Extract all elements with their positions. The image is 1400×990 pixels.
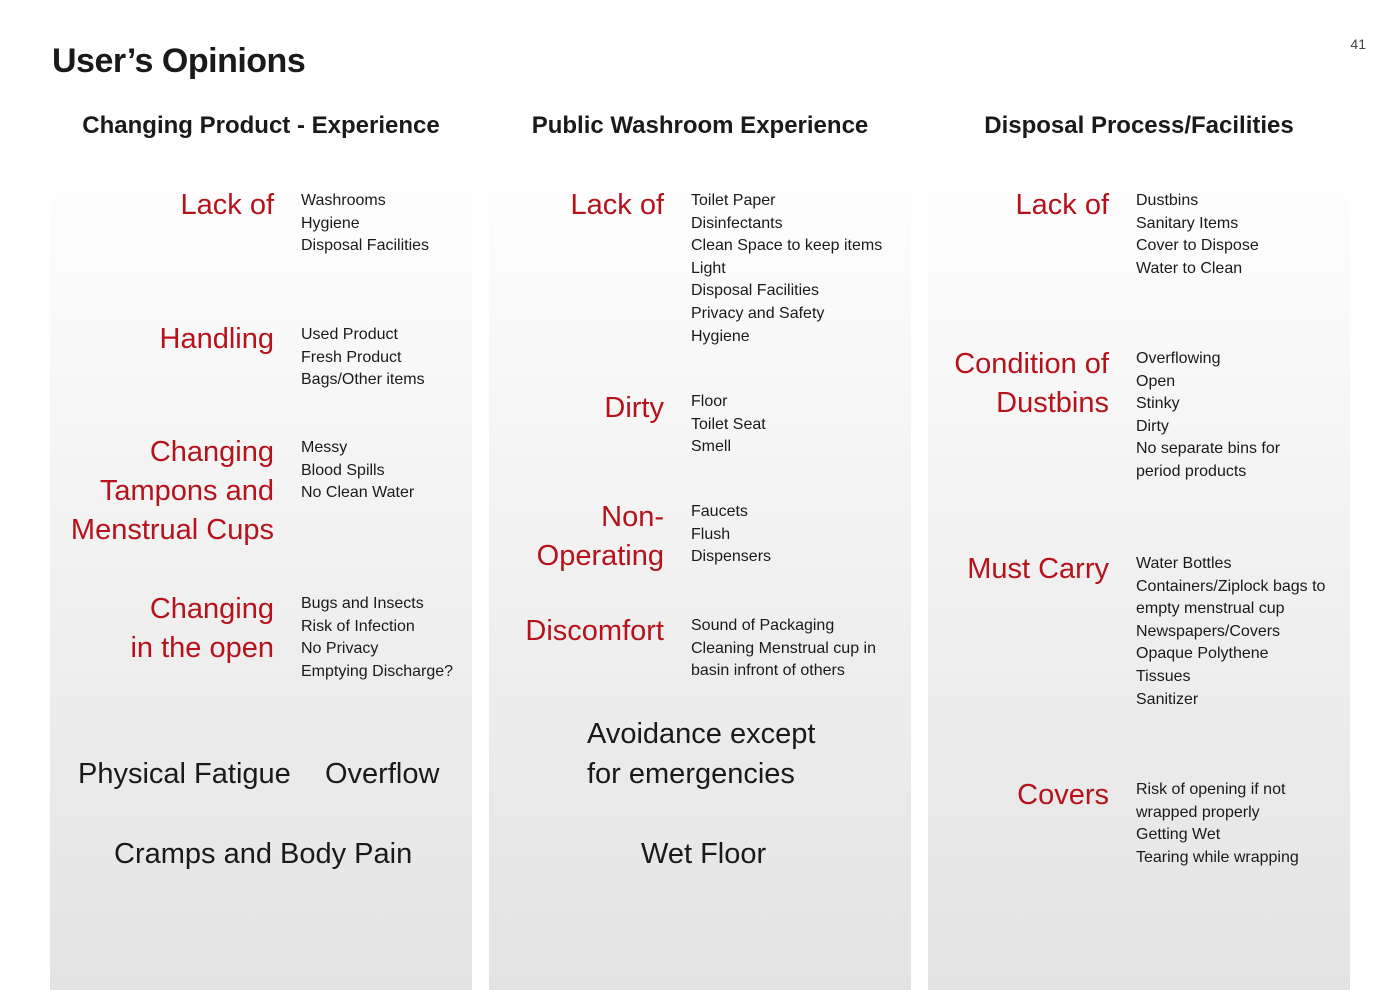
list-item: Blood Spills	[301, 461, 385, 479]
group-label: Covers	[1017, 779, 1109, 811]
list-item: No separate bins for	[1136, 440, 1281, 458]
list-item: Flush	[691, 525, 731, 543]
list-item: Containers/Ziplock bags to	[1136, 577, 1326, 595]
list-item: Emptying Discharge?	[301, 662, 454, 680]
list-item: Faucets	[691, 503, 748, 520]
list-item: Cleaning Menstrual cup in	[691, 639, 876, 657]
column-heading: Changing Product - Experience	[82, 112, 440, 139]
list-item: No Privacy	[301, 640, 379, 658]
list-item: Disposal Facilities	[691, 282, 820, 300]
list-item: Open	[1136, 372, 1176, 390]
list-item: Overflowing	[1136, 350, 1221, 367]
column-public-washroom	[489, 0, 911, 990]
list-item: Tissues	[1136, 667, 1191, 685]
list-item: Dispensers	[691, 548, 772, 566]
list-item: Opaque Polythene	[1136, 645, 1269, 663]
list-item: No Clean Water	[301, 484, 415, 502]
group-items	[691, 190, 882, 348]
list-item: Sanitary Items	[1136, 214, 1239, 232]
column-disposal	[928, 0, 1350, 990]
list-item: Dustbins	[1136, 192, 1199, 209]
list-item: Hygiene	[691, 327, 750, 345]
group-items	[1136, 553, 1325, 711]
list-item: Fresh Product	[301, 348, 402, 366]
list-item: Floor	[691, 393, 728, 410]
list-item: wrapped properly	[1136, 803, 1260, 821]
group-label: Must Carry	[967, 553, 1109, 585]
column-changing-product	[50, 0, 472, 990]
list-item: Sanitizer	[1136, 690, 1199, 708]
group-items	[1136, 348, 1280, 484]
group-label: Lack of	[1015, 189, 1109, 221]
list-item: Water to Clean	[1136, 259, 1243, 277]
group-items	[301, 324, 425, 392]
footer-statement: Cramps and Body Pain	[114, 838, 413, 870]
group-label: Lack of	[570, 189, 664, 221]
list-item: Smell	[691, 438, 732, 456]
list-item: Toilet Seat	[691, 415, 766, 433]
group-items	[691, 391, 766, 459]
list-item: Tearing while wrapping	[1136, 848, 1299, 866]
group-label: Lack of	[180, 189, 274, 221]
list-item: Used Product	[301, 326, 398, 343]
group-items	[301, 437, 414, 505]
page-number: 41	[1350, 36, 1366, 52]
group-items	[1136, 779, 1299, 869]
list-item: Disinfectants	[691, 214, 783, 232]
list-item: Stinky	[1136, 395, 1180, 413]
list-item: Sound of Packaging	[691, 617, 835, 634]
list-item: Getting Wet	[1136, 826, 1221, 844]
list-item: Risk of opening if not	[1136, 781, 1286, 798]
column-heading: Disposal Process/Facilities	[984, 112, 1294, 139]
list-item: basin infront of others	[691, 662, 845, 680]
list-item: period products	[1136, 462, 1247, 480]
list-item: empty menstrual cup	[1136, 600, 1285, 618]
group-items	[1136, 190, 1259, 280]
group-label: Handling	[159, 323, 274, 355]
list-item: Disposal Facilities	[301, 237, 430, 255]
group-items	[301, 190, 429, 258]
page-title: User’s Opinions	[52, 42, 306, 80]
footer-statement: Overflow	[325, 758, 440, 790]
column-heading: Public Washroom Experience	[531, 112, 869, 139]
group-items	[691, 615, 876, 683]
list-item: Risk of Infection	[301, 617, 415, 635]
list-item: Bags/Other items	[301, 371, 425, 389]
group-items	[691, 501, 771, 569]
group-label: Changing in the open	[130, 593, 274, 664]
list-item: Washrooms	[301, 192, 386, 209]
list-item: Privacy and Safety	[691, 304, 825, 322]
list-item: Bugs and Insects	[301, 595, 424, 612]
group-label: Changing Tampons and Menstrual Cups	[70, 436, 274, 546]
group-items	[301, 593, 453, 683]
footer-statement: Physical Fatigue	[78, 758, 291, 790]
group-label: Discomfort	[525, 615, 664, 647]
list-item: Cover to Dispose	[1136, 237, 1259, 255]
list-item: Toilet Paper	[691, 192, 776, 209]
footer-statement: Avoidance except for emergencies	[587, 718, 816, 790]
list-item: Water Bottles	[1136, 555, 1232, 572]
list-item: Newspapers/Covers	[1136, 622, 1281, 640]
group-label: Condition of Dustbins	[954, 348, 1109, 419]
group-label: Dirty	[604, 392, 664, 424]
list-item: Light	[691, 259, 726, 277]
list-item: Clean Space to keep items	[691, 237, 883, 255]
list-item: Hygiene	[301, 214, 360, 232]
footer-statement: Wet Floor	[641, 838, 767, 870]
group-label: Non- Operating	[536, 501, 664, 572]
list-item: Messy	[301, 439, 348, 456]
list-item: Dirty	[1136, 417, 1169, 435]
